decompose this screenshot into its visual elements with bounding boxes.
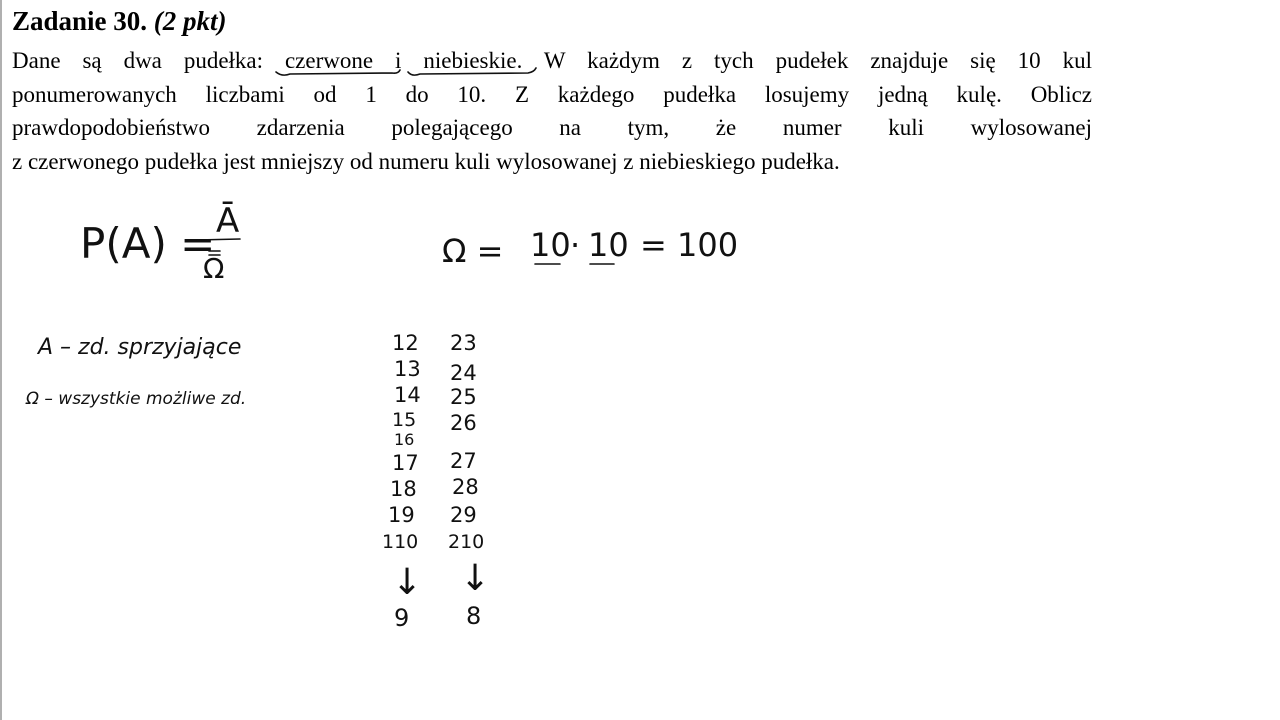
omega-factor-1: 10 [530,226,571,264]
pair-item: 14 [394,383,421,407]
pair-item: 110 [382,531,419,553]
niebieskie-underline [408,68,536,75]
pair-item: 18 [390,477,417,501]
count-column-1: 9 [394,604,410,632]
pair-item: 210 [448,531,485,553]
pair-item: 28 [452,475,479,499]
pairs-column-1 [382,331,421,553]
omega-dot: · [570,226,581,264]
pair-item: 26 [450,411,477,435]
task-points: (2 pkt) [153,6,227,36]
definition-a: A – zd. sprzyjające [38,335,242,360]
omega-lhs: Ω = [442,232,504,270]
omega-result: = 100 [640,226,739,264]
pair-item: 13 [394,357,421,381]
czerwone-underline [276,70,400,75]
task-line: prawdopodobieństwo zdarzenia polegającego na tym, że numer kuli wylosowanej [12,115,1092,140]
pair-item: 29 [450,503,477,527]
pair-item: 17 [392,451,419,475]
pair-item: 19 [388,503,415,527]
probability-denominator: Ω [203,252,225,285]
task-line: ponumerowanych liczbami od 1 do 10. Z każdego pudełka losujemy jedną kulę. Oblicz [12,81,1092,107]
pair-item: 15 [392,409,417,431]
arrow-down-icon: ↓ [460,558,491,599]
pair-item: 24 [450,361,477,385]
pairs-column-2 [448,331,484,553]
task-title: Zadanie 30. [12,6,148,36]
arrow-down-icon: ↓ [392,562,423,603]
fraction-bar [197,239,240,240]
pair-item: 25 [450,385,477,409]
task-line: z czerwonego pudełka jest mniejszy od numeru kuli wylosowanej z niebieskiego pudełka. [12,148,840,174]
pair-item: 12 [392,331,419,355]
probability-numerator: Ā [216,201,240,241]
pair-item: 23 [450,331,477,355]
omega-factor-2: 10 [588,226,629,264]
pair-item: 16 [394,430,415,449]
count-column-2: 8 [466,602,482,630]
task-line: Dane są dwa pudełka: czerwone i niebieskie. W każdym z tych pudełek znajduje się 10 kul [12,48,1092,73]
definition-omega: Ω – wszystkie możliwe zd. [26,389,247,409]
probability-lhs: P(A) = [80,219,216,268]
pair-item: 27 [450,449,477,473]
